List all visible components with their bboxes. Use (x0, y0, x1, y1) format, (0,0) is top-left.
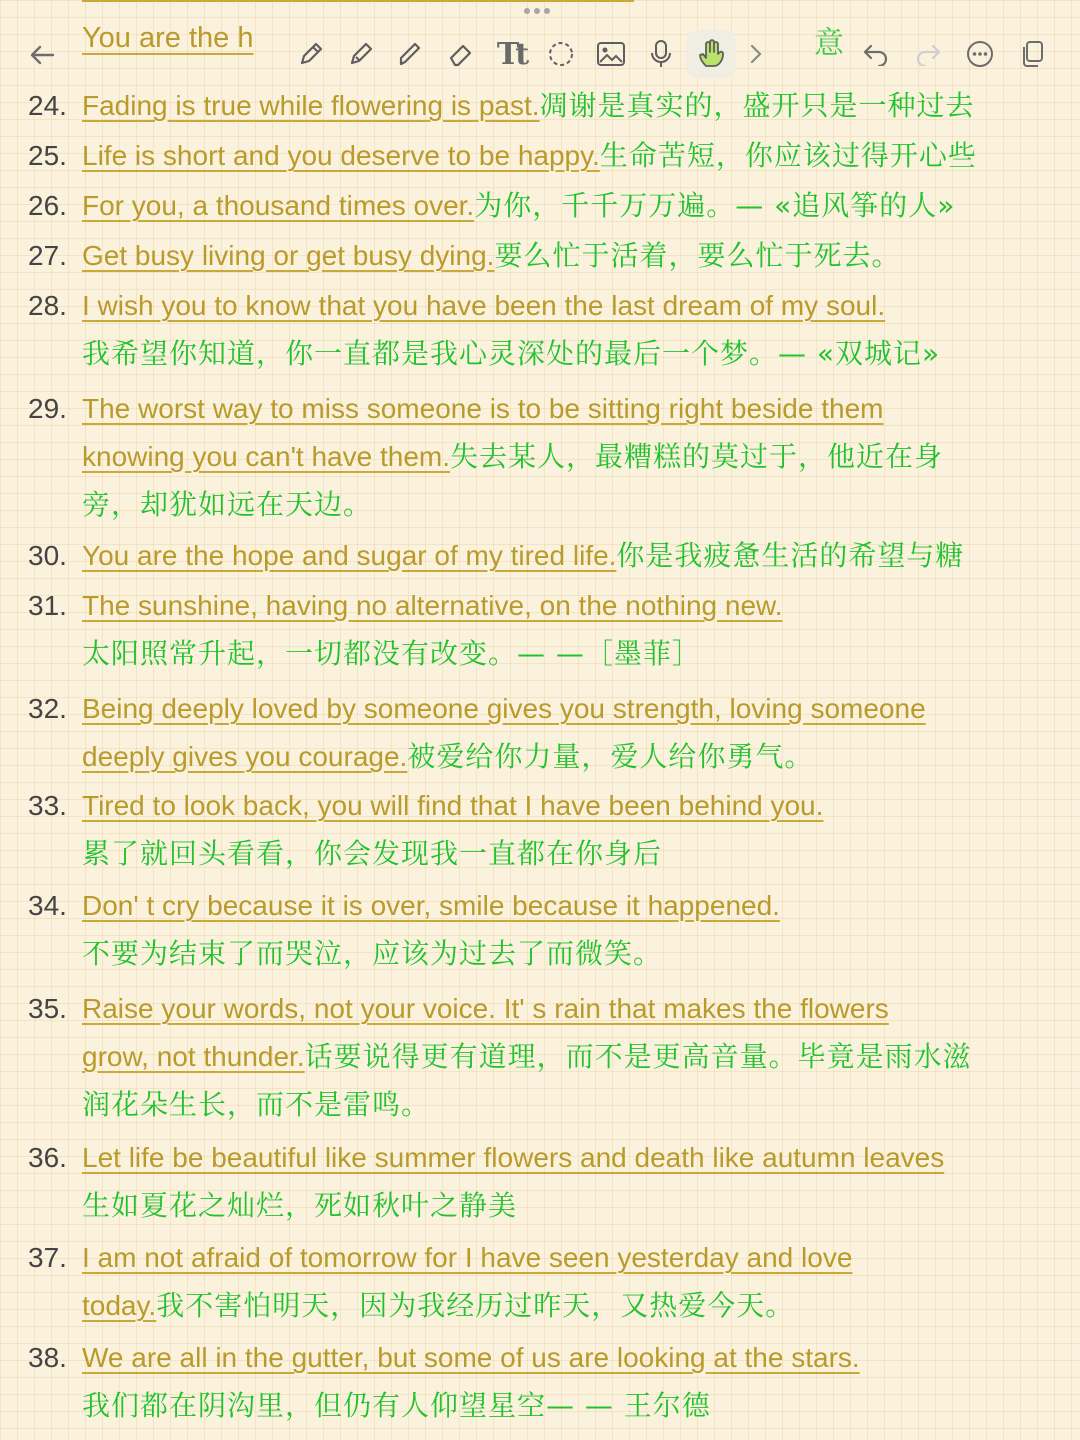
quote-line (82, 685, 926, 733)
chinese-handwriting: 我希望你知道，你一直都是我心灵深处的最后一个梦。— «双城记» (82, 337, 941, 370)
chinese-handwriting: 要么忙于活着，要么忙于死去。 (494, 239, 901, 272)
english-text: Get busy living or get busy dying. (82, 240, 495, 271)
english-text: I wish you to know that you have been the last dream of my soul. (82, 290, 886, 321)
ellipsis-circle-icon (965, 39, 995, 69)
english-text: knowing you can't have them. (82, 441, 451, 472)
quote-number: 34. (28, 890, 67, 921)
quote-line (82, 132, 977, 180)
english-text: I am not afraid of tomorrow for I have seen yesterday and love (82, 1242, 853, 1273)
quote-number: 27. (28, 240, 67, 271)
undo-icon (862, 42, 890, 66)
redo-icon (914, 42, 942, 66)
chinese-handwriting: 凋谢是真实的，盛开只是一种过去 (539, 89, 975, 122)
scrolled-note-line: You are the h (82, 22, 254, 54)
chinese-handwriting: 你是我疲惫生活的希望与糖 (616, 539, 965, 572)
fountain-pen-icon (346, 39, 376, 69)
english-text: The sunshine, having no alternative, on the nothing new. (82, 590, 783, 621)
drawing-toolbar (0, 0, 1080, 110)
chinese-handwriting: 我不害怕明天，因为我经历过昨天，又热爱今天。 (156, 1289, 795, 1322)
quote-number: 35. (28, 993, 67, 1024)
quote-number: 25. (28, 140, 67, 171)
pen-icon (296, 39, 326, 69)
english-text: For you, a thousand times over. (82, 190, 475, 221)
quote-line (82, 882, 780, 930)
tool-group (286, 30, 776, 78)
pages-button[interactable] (1006, 30, 1058, 78)
english-text: Life is short and you deserve to be happy. (82, 140, 600, 171)
english-text: grow, not thunder. (82, 1041, 305, 1072)
microphone-icon (646, 38, 676, 70)
english-text: Raise your words, not your voice. It' s rain that makes the flowers (82, 993, 889, 1024)
chinese-handwriting: 旁，却犹如远在天边。 (82, 488, 373, 521)
lasso-icon (545, 39, 577, 69)
quote-line (82, 985, 889, 1033)
chinese-handwriting: 生如夏花之灿烂，死如秋叶之静美 (82, 1189, 518, 1222)
quote-line (82, 532, 964, 580)
quote-line (82, 733, 813, 781)
chinese-handwriting: 我们都在阴沟里，但仍有人仰望星空— — 王尔德 (82, 1389, 711, 1422)
quote-number: 38. (28, 1342, 67, 1373)
quote-line (82, 1282, 794, 1330)
chinese-handwriting: 太阳照常升起，一切都没有改变。— —［墨菲］ (82, 637, 701, 670)
chinese-handwriting: 被爱给你力量，爱人给你勇气。 (407, 740, 814, 773)
english-text: Don' t cry because it is over, smile because it happened. (82, 890, 780, 921)
quote-line (82, 330, 940, 378)
toolbar-grabber[interactable] (524, 8, 556, 16)
chinese-handwriting: 失去某人，最糟糕的莫过于，他近在身 (450, 440, 944, 473)
more-options-button[interactable] (954, 30, 1006, 78)
hand-tool-button[interactable] (686, 30, 736, 78)
back-arrow-icon (29, 44, 55, 66)
highlighter-icon (396, 39, 426, 69)
pen-tool-button[interactable] (286, 30, 336, 78)
english-text: You are the hope and sugar of my tired life. (82, 540, 617, 571)
quote-line (82, 1081, 430, 1129)
fountain-pen-tool-button[interactable] (336, 30, 386, 78)
quote-number: 30. (28, 540, 67, 571)
chinese-handwriting: 生命苦短，你应该过得开心些 (599, 139, 977, 172)
quote-number: 28. (28, 290, 67, 321)
chinese-handwriting: 不要为结束了而哭泣，应该为过去了而微笑。 (82, 937, 663, 970)
quote-number: 29. (28, 393, 67, 424)
quote-line (82, 481, 372, 529)
chinese-handwriting: 为你，千千万万遍。— «追风筝的人» (474, 189, 956, 222)
text-icon: Tt (496, 36, 526, 72)
image-tool-button[interactable] (586, 30, 636, 78)
quote-line (82, 182, 955, 230)
quote-line (82, 1234, 852, 1282)
quote-number: 26. (28, 190, 67, 221)
pages-icon (1018, 39, 1046, 69)
text-tool-button[interactable] (486, 30, 536, 78)
quote-number: 36. (28, 1142, 67, 1173)
quote-line (82, 1334, 860, 1382)
right-tool-group (850, 30, 1058, 78)
english-text: Being deeply loved by someone gives you strength, loving someone (82, 693, 926, 724)
eraser-tool-button[interactable] (436, 30, 486, 78)
english-text: today. (82, 1290, 157, 1321)
image-icon (595, 39, 627, 69)
chinese-handwriting: 话要说得更有道理，而不是更高音量。毕竟是雨水滋 (304, 1040, 972, 1073)
chinese-handwriting: 累了就回头看看，你会发现我一直都在你身后 (82, 837, 663, 870)
undo-button[interactable] (850, 30, 902, 78)
quote-number: 33. (28, 790, 67, 821)
scrolled-chinese-fragment: 意 (814, 26, 844, 61)
chinese-handwriting: 润花朵生长，而不是雷鸣。 (82, 1088, 431, 1121)
quote-number: 32. (28, 693, 67, 724)
quote-line (82, 433, 943, 481)
chevron-right-icon (749, 43, 763, 65)
microphone-tool-button[interactable] (636, 30, 686, 78)
quote-number: 37. (28, 1242, 67, 1273)
quote-line (82, 830, 662, 878)
quote-number: 24. (28, 90, 67, 121)
english-text: Let life be beautiful like summer flowers and death like autumn leaves (82, 1142, 945, 1173)
english-text: Tired to look back, you will find that I have been behind you. (82, 790, 824, 821)
more-tools-chevron[interactable] (736, 30, 776, 78)
quote-line (82, 630, 701, 678)
quote-number: 31. (28, 590, 67, 621)
quote-line (82, 1033, 972, 1081)
english-text: Fading is true while flowering is past. (82, 90, 540, 121)
english-text: deeply gives you courage. (82, 741, 408, 772)
quote-line (82, 582, 783, 630)
quote-line (82, 282, 885, 330)
back-button[interactable] (22, 38, 62, 72)
quote-line (82, 385, 883, 433)
eraser-icon (446, 39, 476, 69)
lasso-tool-button[interactable] (536, 30, 586, 78)
quote-line (82, 930, 662, 978)
redo-button[interactable] (902, 30, 954, 78)
quote-line (82, 782, 823, 830)
quote-line (82, 1134, 944, 1182)
quote-line (82, 1182, 517, 1230)
highlighter-tool-button[interactable] (386, 30, 436, 78)
hand-icon (696, 38, 726, 70)
english-text: We are all in the gutter, but some of us are looking at the stars. (82, 1342, 860, 1373)
english-text: The worst way to miss someone is to be sitting right beside them (82, 393, 884, 424)
quote-line (82, 232, 900, 280)
quote-line (82, 1382, 711, 1430)
